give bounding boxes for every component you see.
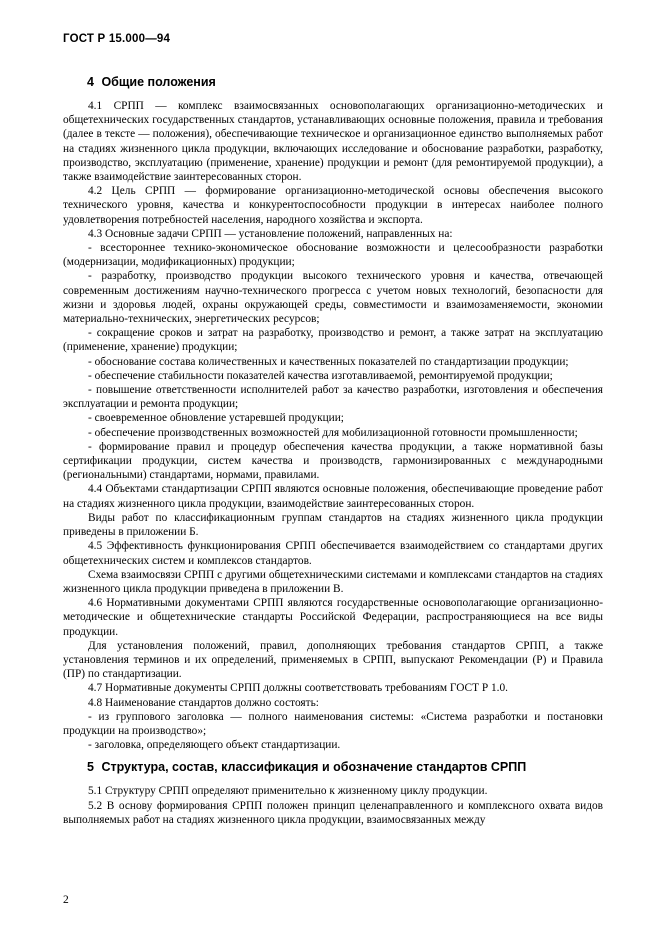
section-5-title: Структура, состав, классификация и обозначение стандартов СРПП	[101, 760, 527, 775]
list-item: - формирование правил и процедур обеспечения качества продукции, а также нормативной базы сертификации продукции, систем качества и производств, гармонизированных с международными (региональными) стандартами, нормами, правилами.	[63, 440, 603, 482]
paragraph: 4.5 Эффективность функционирования СРПП обеспечивается взаимодействием со стандартами других общетехнических систем и комплексов стандартов.	[63, 540, 603, 567]
paragraph: 5.2 В основу формирования СРПП положен принцип целенаправленного и комплексного охвата видов выполняемых работ на стадиях жизненного цикла продукции, взаимосвязанных между	[63, 799, 603, 826]
paragraph: 4.4 Объектами стандартизации СРПП являются основные положения, обеспечивающие проведение работ на стадиях жизненного цикла продукции, взаимодействие заинтересованных сторон.	[63, 483, 603, 510]
list-item: - обеспечение производственных возможностей для мобилизационной готовности промышленности;	[88, 426, 578, 439]
paragraph: 4.3 Основные задачи СРПП — установление положений, направленных на:	[88, 227, 453, 240]
list-item: - обеспечение стабильности показателей качества изготавливаемой, ремонтируемой продукции;	[88, 369, 553, 382]
section-5-body	[63, 784, 603, 827]
list-item: - повышение ответственности исполнителей работ за качество разработки, изготовления и обеспечения эксплуатации и ремонта продукции;	[63, 384, 603, 411]
section-4-body	[63, 99, 603, 752]
list-item: - разработку, производство продукции высокого технического уровня и качества, отвечающей современным достижениям научно-технического прогресса с учетом новых технологий, безопасности для жизни и здоровья людей, охраны окружающей среды, совместимости и взаимозаменяемости, экономии материально-технических, энергетических ресурсов;	[63, 270, 603, 326]
list-item: - своевременное обновление устаревшей продукции;	[88, 412, 344, 425]
page-number: 2	[63, 894, 69, 906]
section-5-number: 5	[87, 760, 94, 775]
list-item: - заголовка, определяющего объект стандартизации.	[88, 739, 341, 752]
section-5-heading	[87, 759, 603, 775]
paragraph: Для установления положений, правил, дополняющих требования стандартов СРПП, а также установления терминов и их определений, применяемых в СРПП, выпускают Рекомендации (Р) и Правила (ПР) по стандартизации.	[63, 639, 603, 681]
list-item: - обоснование состава количественных и качественных показателей по стандартизации продукции;	[88, 355, 569, 368]
paragraph: 4.7 Нормативные документы СРПП должны соответствовать требованиям ГОСТ Р 1.0.	[88, 682, 509, 695]
paragraph: 4.1 СРПП — комплекс взаимосвязанных основополагающих организационно-методических и общетехнических государственных стандартов, устанавливающих основные положения, правила и требования (далее в тексте — положения), обеспечивающие техническое и организационное единство выполняемых работ на стадиях жизненного цикла продукции, включающих исследование и обоснование разработки, разработку, производство, эксплуатацию (применение, хранение) продукции и ремонт (для ремонтируемой продукции), а также взаимодействие заинтересованных сторон.	[63, 100, 603, 184]
section-4-title: Общие положения	[101, 75, 216, 89]
document-header: ГОСТ Р 15.000—94	[63, 33, 171, 45]
section-4-heading	[87, 74, 603, 90]
paragraph: Виды работ по классификационным группам стандартов на стадиях жизненного цикла продукции приведены в приложении Б.	[63, 511, 603, 539]
paragraph: 4.8 Наименование стандартов должно состоять:	[88, 696, 319, 709]
section-4	[63, 74, 603, 752]
list-item: - из группового заголовка — полного наименования системы: «Система разработки и постановки продукции на производство»;	[63, 710, 603, 737]
section-5	[63, 759, 603, 827]
paragraph: 4.6 Нормативными документами СРПП являются государственные основополагающие организационно-методические и общетехнические стандарты Российской Федерации, распространяющиеся на все виды продукции.	[63, 597, 603, 638]
paragraph: 4.2 Цель СРПП — формирование организационно-методической основы обеспечения высокого технического уровня, качества и конкурентоспособности продукции в интересах наиболее полного удовлетворения потребностей населения, народного хозяйства и экспорта.	[63, 185, 603, 226]
paragraph: 5.1 Структуру СРПП определяют применительно к жизненному циклу продукции.	[88, 785, 488, 798]
section-4-number: 4	[87, 75, 94, 89]
list-item: - всестороннее технико-экономическое обоснование возможности и целесообразности разработки (модернизации, модификационных) продукции;	[63, 242, 603, 269]
paragraph: Схема взаимосвязи СРПП с другими общетехническими системами и комплексами стандартов на стадиях жизненного цикла продукции приведена в приложении В.	[63, 568, 603, 595]
list-item: - сокращение сроков и затрат на разработку, производство и ремонт, а также затрат на эксплуатацию (применение, хранение) продукции;	[63, 327, 603, 354]
